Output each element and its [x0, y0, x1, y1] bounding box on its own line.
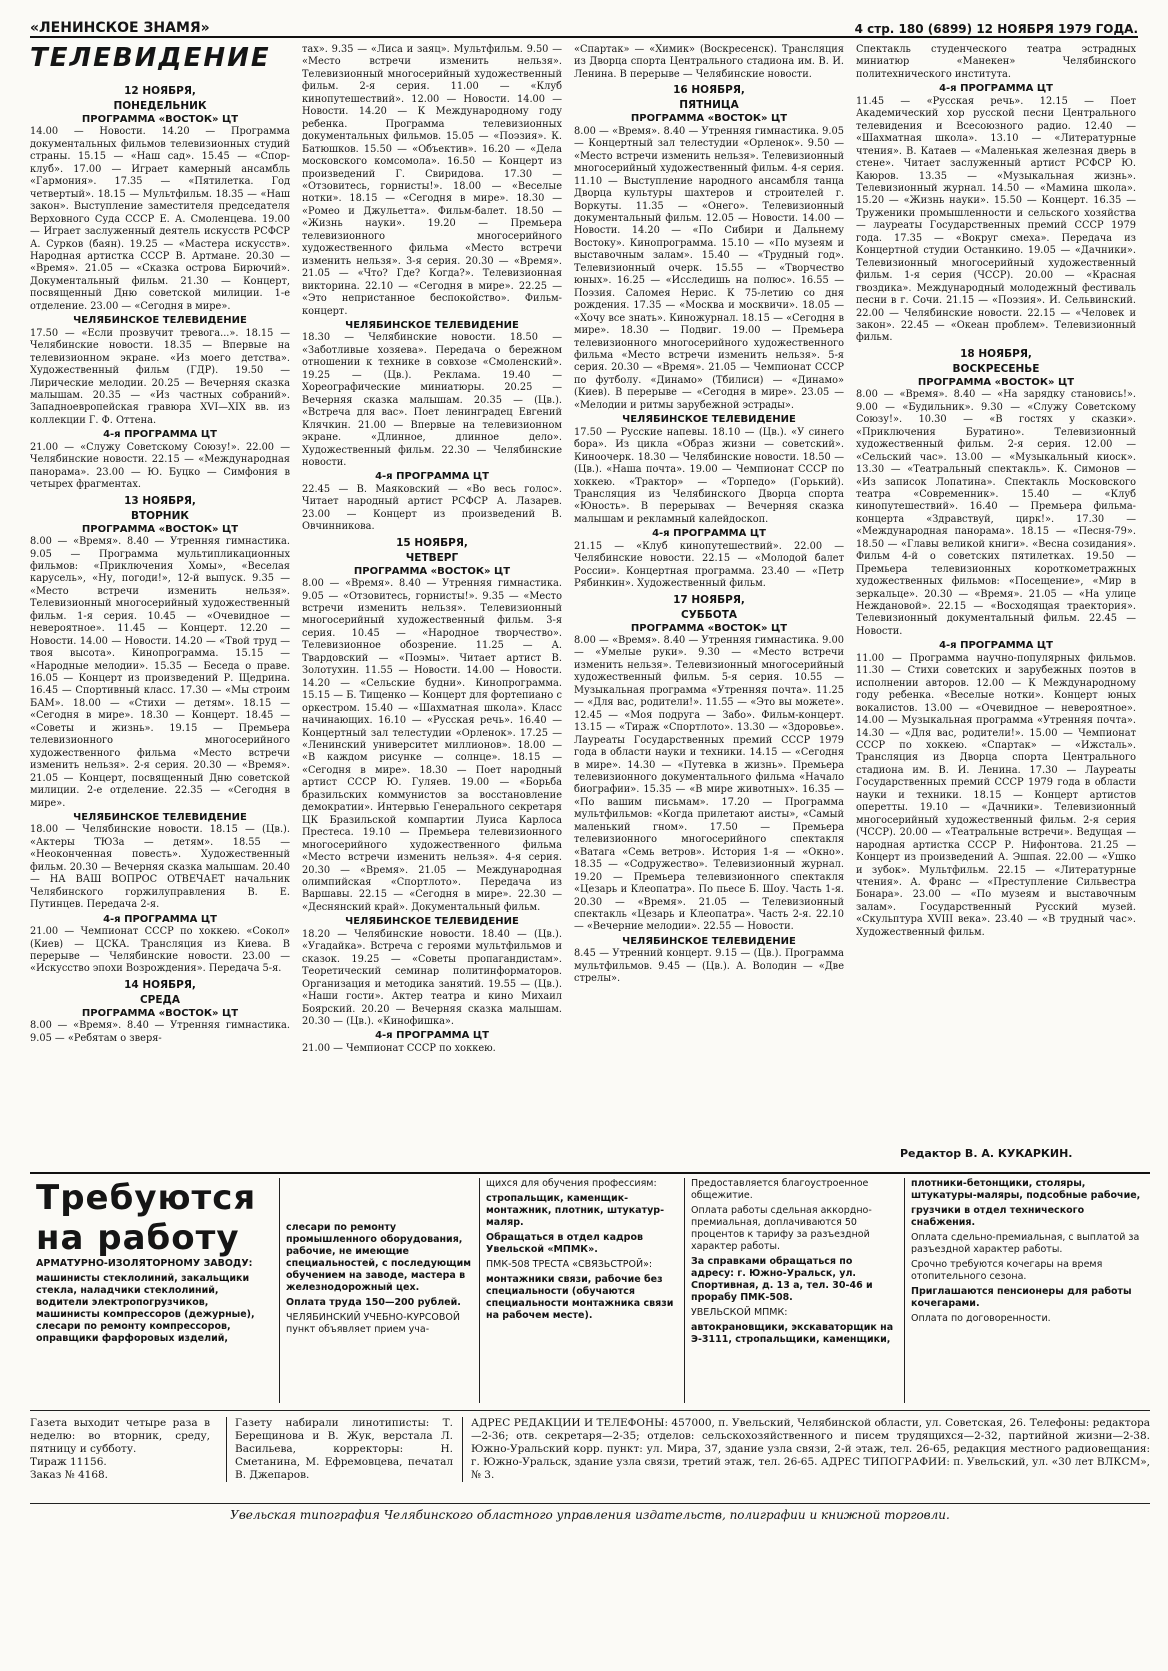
- ad-list: слесари по ремонту промышленного оборудования, рабочие, не имеющие специальностей, с последующим обучением на заводе, мастера в железнодорожный цех.: [286, 1222, 472, 1293]
- program-heading: ПРОГРАММА «ВОСТОК» ЦТ: [917, 376, 1075, 388]
- program-heading: 4-я ПРОГРАММА ЦТ: [375, 1030, 489, 1042]
- job-advertisement: [30, 1178, 1150, 1403]
- program-heading: ЧЕЛЯБИНСКОЕ ТЕЛЕВИДЕНИЕ: [345, 319, 519, 331]
- ad-contact: За справками обращаться по адресу: г. Южно-Уральск, ул. Спортивная, д. 13 а, тел. 30-46 и прорабу ПМК-508.: [691, 1256, 873, 1303]
- ad-employer: УВЕЛЬСКОЙ МПМК:: [691, 1307, 788, 1318]
- ad-text: Срочно требуются кочегары на время отопительного сезона.: [911, 1259, 1103, 1282]
- ad-list: грузчики в отдел технического снабжения.: [911, 1205, 1085, 1228]
- editorial-address: АДРЕС РЕДАКЦИИ И ТЕЛЕФОНЫ: 457000, п. Увельский, Челябинской области, ул. Советская, 26. Телефоны: редактора—2-36; отв. секретаря—2-35; отделов: сельскохозяйственного и писем трудящихся—2-32, партийной жизни—2-38. Южно-Уральский корр. пункт: ул. Мира, 37, здание узла связи, 2-й этаж, тел. 26-65, редакция местного радиовещания: г. Южно-Уральск, здание узла связи, третий этаж, тел. 26-65. АДРЕС ТИПОГРАФИИ: п. Увельский, ул. «30 лет ВЛКСМ», № 3.: [462, 1417, 1150, 1482]
- program-heading: ЧЕЛЯБИНСКОЕ ТЕЛЕВИДЕНИЕ: [73, 812, 247, 824]
- ad-pay: Оплата сдельно-премиальная, с выплатой за разъездной характер работы.: [911, 1232, 1140, 1255]
- newspaper-name: «ЛЕНИНСКОЕ ЗНАМЯ»: [30, 20, 210, 36]
- ad-column-3: [480, 1178, 685, 1403]
- printer-info: Увельская типография Челябинского областного управления издательств, полиграфии и книжной торговли.: [230, 1508, 950, 1522]
- section-title: ТЕЛЕВИДЕНИЕ: [30, 43, 271, 73]
- tv-schedule: [30, 44, 1150, 1172]
- editor-signature: Редактор В. А. КУКАРКИН.: [900, 1147, 1073, 1160]
- day-heading: 16 НОЯБРЯ,: [673, 84, 745, 97]
- issue-info: 4 стр. 180 (6899) 12 НОЯБРЯ 1979 ГОДА.: [854, 22, 1138, 36]
- schedule-text: 11.45 — «Русская речь». 12.15 — Поет Академический хор русской песни Центрального телевидения и Всесоюзного радио. 12.40 — «Шахматная школа». 13.10 — «Литературные чтения». В. Катаев — «Маленькая железная дверь в стене». Читает заслуженный артист РСФСР Ю. Каюров. 13.35 — «Музыкальная жизнь». Телевизионный журнал. 14.50 — «Мамина школа». 15.20 — «Жизнь науки». 15.50 — Концерт. 16.35 — Труженики промышленности и сельского хозяйства — лауреаты Государственных премий СССР 1979 года. 17.35 — «Вокруг смеха». Передача из Концертной студии Останкино. 19.05 — «Дачники». Телевизионный многосерийный художественный фильм. 1-я серия (ЧССР). 20.00 — «Красная гвоздика». Международный молодежный фестиваль песни в г. Сочи. 21.15 — «Поэзия». И. Сельвинский. 22.00 — Челябинские новости. 22.15 — «Человек и закон». 22.45 — «Океан проблем». Телевизионный фильм.: [856, 95, 1136, 344]
- schedule-text: «Спартак» — «Химик» (Воскресенск). Трансляция из Дворца спорта Центрального стадиона им. В. И. Ленина. В перерыве — Челябинские новости.: [574, 44, 844, 80]
- schedule-text: 18.30 — Челябинские новости. 18.50 — «Заботливые хозяева». Передача о бережном отношении к технике в совхозе «Смоленский». 19.25 — (Цв.). Реклама. 19.40 — Хореографические миниатюры. 20.25 — Вечерняя сказка малышам. 20.35 — (Цв.). «Встреча для вас». Поет ленинградец Евгений Клячкин. 21.00 — Впервые на телевизионном экране. «Длинное, длинное дело». Художественный фильм. 22.30 — Челябинские новости.: [302, 332, 562, 468]
- schedule-text: 8.00 — «Время». 8.40 — Утренняя гимнастика. 9.05 — Концертный зал телестудии «Орленок». 9.50 — «Место встречи изменить нельзя». Телевизионный многосерийный художественный фильм. 4-я серия. 11.10 — Выступление народного ансамбля танца Дворца культуры шахтеров и строителей г. Воркуты. 11.35 — «Онего». Телевизионный документальный фильм. 12.05 — Новости. 14.00 — Новости. 14.20 — «По Сибири и Дальнему Востоку». Кинопрограмма. 15.10 — «По музеям и выставочным залам». 15.40 — «Трудный год». Телевизионный очерк. 15.55 — «Творчество юных». 16.25 — «Исследишь на полюс». 16.55 — Поэзия. Саломея Нерис. К 75-летию со дня рождения. 17.35 — «Москва и москвичи». 18.05 — «Хочу все знать». Киножурнал. 18.15 — «Сегодня в мире». 18.30 — Подвиг. 19.00 — Премьера телевизионного многосерийного художественного фильма «Место встречи изменить нельзя». 5-я серия. 20.30 — «Время». 21.05 — Чемпионат СССР по футболу. «Динамо» (Тбилиси) — «Динамо» (Киев). В перерыве — «Сегодня в мире». 23.05 — «Мелодии и ритмы зарубежной эстрады».: [574, 125, 844, 411]
- ad-column-2: [280, 1178, 480, 1403]
- schedule-text: Спектакль студенческого театра эстрадных миниатюр «Манекен» Челябинского политехнического института.: [856, 44, 1136, 80]
- column-3: [574, 44, 844, 1172]
- program-heading: ПРОГРАММА «ВОСТОК» ЦТ: [630, 113, 788, 125]
- program-heading: 4-я ПРОГРАММА ЦТ: [103, 429, 217, 441]
- ad-text: Приглашаются пенсионеры для работы кочегарами.: [911, 1286, 1132, 1309]
- circulation: Тираж 11156.: [30, 1456, 107, 1468]
- schedule-text: тах». 9.35 — «Лиса и заяц». Мультфильм. 9.50 — «Место встречи изменить нельзя». Телевизионный многосерийный художественный фильм. 2-я серия. 11.00 — «Клуб кинопутешествий». 12.00 — Новости. 14.00 — Новости. 14.20 — К Международному году ребенка. Программа телевизионных документальных фильмов. 15.05 — «Поэзия». К. Батюшков. 15.50 — «Объектив». 16.20 — «Дела московского комсомола». 16.50 — Концерт из произведений Г. Свиридова. 17.30 — «Отзовитесь, горнисты!». 18.00 — «Веселые нотки». 18.15 — «Сегодня в мире». 18.30 — «Ромео и Джульетта». Фильм-балет. 18.50 — «Жизнь науки». 19.20 — Премьера телевизионного многосерийного художественного фильма «Место встречи изменить нельзя». 3-я серия. 20.30 — «Время». 21.05 — «Что? Где? Когда?». Телевизионная викторина. 22.10 — «Сегодня в мире». 22.25 — «Это непристанное беспокойство». Фильм-концерт.: [302, 44, 562, 317]
- ad-list: автокрановщики, экскаваторщик на Э-3111, стропальщики, каменщики,: [691, 1322, 894, 1345]
- schedule-text: 21.00 — Чемпионат СССР по хоккею. «Сокол» (Киев) — ЦСКА. Трансляция из Киева. В перерыве — Челябинские новости. 23.00 — «Искусство эпохи Возрождения». Передача 5-я.: [30, 926, 290, 975]
- schedule-text: 8.00 — «Время». 8.40 — Утренняя гимнастика. 9.00 — «Умелые руки». 9.30 — «Место встречи изменить нельзя». Телевизионный многосерийный художественный фильм. 5-я серия. 10.55 — Музыкальная программа «Утренняя почта». 11.25 — «Для вас, родители!». 11.55 — «Это вы можете». 12.45 — «Моя подруга — Забо». Фильм-концерт. 13.15 — «Тираж «Спортлото». 13.30 — «Здоровье». Лауреаты Государственных премий СССР 1979 года в области науки и техники. 14.15 — «Сегодня в мире». 14.30 — «Путевка в жизнь». Премьера телевизионного документального фильма «Начало биографии». 15.35 — «В мире животных». 16.35 — «По вашим письмам». 17.20 — Программа мультфильмов: «Когда прилетают аисты», «Самый маленький гном». 17.50 — Премьера телевизионного многосерийного спектакля «Ватага «Семь ветров». История 1-я — «Окно». 18.35 — «Содружество». Телевизионный журнал. 19.20 — Премьера телевизионного спектакля «Цезарь и Клеопатра». По пьесе Б. Шоу. Часть 1-я. 20.30 — «Время». 21.05 — Телевизионный спектакль «Цезарь и Клеопатра». Часть 2-я. 22.10 — «Вечерние мелодии». 22.55 — Новости.: [574, 635, 844, 933]
- day-heading: 13 НОЯБРЯ,: [124, 494, 196, 507]
- schedule-text: 21.15 — «Клуб кинопутешествий». 22.00 — Челябинские новости. 22.15 — «Молодой балет России». Концертная программа. 23.40 — «Петр Рябинкин». Художественный фильм.: [574, 540, 844, 590]
- schedule-text: 8.00 — «Время». 8.40 — Утренняя гимнастика. 9.05 — «Ребятам о зверя-: [30, 1020, 290, 1044]
- ad-column-5: [905, 1178, 1150, 1403]
- program-heading: ПРОГРАММА «ВОСТОК» ЦТ: [81, 114, 239, 125]
- schedule-text: 8.00 — «Время». 8.40 — Утренняя гимнастика. 9.05 — «Отзовитесь, горнисты!». 9.35 — «Место встречи изменить нельзя». Телевизионный многосерийный художественный фильм. 3-я серия. 10.45 — «Народное творчество». Телевизионное обозрение. 11.25 — А. Твардовский — «Поэмы». Читает артист В. Золотухин. 11.55 — Новости. 14.00 — Новости. 14.20 — «Сельские будни». Кинопрограмма. 15.15 — Б. Тищенко — Концерт для фортепиано с оркестром. 15.40 — «Шахматная школа». Класс начинающих. 16.10 — «Русская речь». 16.40 — Концертный зал телестудии «Орленок». 17.25 — «Ленинский университет миллионов». 18.00 — «В каждом рисунке — солнце». 18.15 — «Сегодня в мире». 18.30 — Поет народный артист СССР Ю. Гуляев. 19.00 — «Борьба бразильских коммунистов за восстановление демократии». Интервью Генерального секретаря ЦК Бразильской компартии Луиса Карлоса Престеса. 19.10 — Премьера телевизионного многосерийного художественного фильма «Место встречи изменить нельзя». 4-я серия. 20.30 — «Время». 21.05 — Международная олимпийская «Спортлото». Передача из Варшавы. 22.15 — «Сегодня в мире». 22.30 — «Деснянский край». Документальный фильм.: [302, 578, 562, 913]
- ad-title: Требуются на работу: [36, 1178, 257, 1258]
- day-heading: ПОНЕДЕЛЬНИК: [113, 100, 207, 112]
- day-heading: 17 НОЯБРЯ,: [673, 593, 745, 606]
- typesetters-info: Газету набирали линотиписты: Т. Берещинова и В. Жук, верстала Л. Васильева, корректоры: Н. Сметанина, М. Ефремовцева, печатал В. Джепаров.: [226, 1417, 453, 1482]
- order-number: Заказ № 4168.: [30, 1469, 109, 1481]
- schedule-text: 11.00 — Программа научно-популярных фильмов. 11.30 — Стихи советских и зарубежных поэтов в исполнении авторов. 12.00 — К Международному году ребенка. «Веселые нотки». Концерт юных вокалистов. 13.00 — «Очевидное — невероятное». 14.00 — Музыкальная программа «Утренняя почта». 14.30 — «Для вас, родители!». 15.00 — Чемпионат СССР по хоккею. «Спартак» — «Ижсталь». Трансляция из Дворца спорта Центрального стадиона им. В. И. Ленина. 17.30 — Лауреаты Государственных премий СССР 1979 года в области науки и техники. 18.15 — Концерт артистов оперетты. 19.10 — «Дачники». Телевизионный многосерийный художественный фильм. 2-я серия (ЧССР). 20.00 — «Театральные встречи». Ведущая — народная артистка СССР Р. Нифонтова. 21.25 — Концерт из произведений А. Эшпая. 22.00 — «Ушко и зубок». Мультфильм. 22.15 — «Литературные чтения». А. Франс — «Преступление Сильвестра Бонара». 23.00 — «По музеям и выставочным залам». Государственный Русский музей. «Скульптура XVIII века». 23.40 — «В трудный час». Художественный фильм.: [856, 652, 1136, 938]
- program-heading: 4-я ПРОГРАММА ЦТ: [939, 640, 1053, 652]
- program-heading: ЧЕЛЯБИНСКОЕ ТЕЛЕВИДЕНИЕ: [345, 916, 519, 928]
- schedule-text: 14.00 — Новости. 14.20 — Программа документальных фильмов телевизионных студий страны. 15.15 — «Наш сад». 15.45 — «Спор-клуб». 17.00 — Играет камерный ансамбль «Гармония». 17.35 — «Пятилетка. Год четвертый». 18.15 — Мультфильм. 18.35 — «Наш закон». Выступление заместителя председателя Верховного Суда СССР Е. А. Смоленцева. 19.00 — Играет заслуженный деятель искусств РСФСР А. Сурков (баян). 19.25 — «Мастера искусств». Народная артистка СССР В. Артмане. 20.30 — «Время». 21.05 — «Сказка острова Бирючий». Документальный фильм. 21.30 — Концерт, посвященный Дню советской милиции. 1-е отделение. 23.00 — «Сегодня в мире».: [30, 126, 290, 312]
- ad-employer: АРМАТУРНО-ИЗОЛЯТОРНОМУ ЗАВОДУ:: [36, 1258, 253, 1269]
- schedule-text: 21.00 — «Служу Советскому Союзу!». 22.00 — Челябинские новости. 22.15 — «Международная панорама». 23.00 — Ю. Буцко — Симфония в четырех фрагментах.: [30, 441, 290, 491]
- ad-list: монтажники связи, рабочие без специальности (обучаются специальности монтажника связи на рабочем месте).: [486, 1274, 674, 1321]
- publication-info: [30, 1417, 210, 1482]
- schedule-text: 18.20 — Челябинские новости. 18.40 — (Цв.). «Угадайка». Встреча с героями мультфильмов и сказок. 19.25 — «Советы пропагандистам». Теоретический семинар политинформаторов. Организация и методика занятий. 19.55 — (Цв.). «Наши гости». Актер театра и кино Михаил Боярский. 20.20 — Вечерняя сказка малышам. 20.30 — (Цв.). «Кинофишка».: [302, 928, 562, 1027]
- ad-pay: Оплата труда 150—200 рублей.: [286, 1297, 461, 1308]
- day-heading: ПЯТНИЦА: [679, 99, 739, 112]
- day-heading: ВТОРНИК: [131, 509, 189, 522]
- ad-contact: Обращаться в отдел кадров Увельской «МПМК».: [486, 1232, 643, 1255]
- ad-column-4: [685, 1178, 905, 1403]
- program-heading: ПРОГРАММА «ВОСТОК» ЦТ: [630, 622, 788, 634]
- schedule-text: 17.50 — «Если прозвучит тревога...». 18.15 — Челябинские новости. 18.35 — Впервые на телевизионном экране. «Из моего детства». Художественный фильм (ГДР). 19.50 — Лирические мелодии. 20.25 — Вечерняя сказка малышам. 20.35 — «Из частных собраний». Западноевропейская гравюра XVI—XIX вв. из коллекции Г. Ф. Оттена.: [30, 327, 290, 426]
- schedule-text: 22.45 — В. Маяковский — «Во весь голос». Читает народный артист РСФСР А. Лазарев. 23.00 — Концерт из произведений В. Овчинникова.: [302, 483, 562, 533]
- program-heading: ПРОГРАММА «ВОСТОК» ЦТ: [81, 523, 239, 535]
- schedule-text: 8.00 — «Время». 8.40 — Утренняя гимнастика. 9.05 — Программа мультипликационных фильмов: «Приключения Хомы», «Веселая карусель», «Ну, погоди!», 12-й выпуск. 9.35 — «Место встречи изменить нельзя». Телевизионный многосерийный художественный фильм. 1-я серия. 10.45 — «Очевидное — невероятное». 11.45 — Концерт. 12.20 — Новости. 14.00 — Новости. 14.20 — «Твой труд — твоя высота». Кинопрограмма. 15.15 — «Народные мелодии». 15.35 — Беседа о праве. 16.05 — Концерт из произведений Р. Щедрина. 16.45 — Спортивный класс. 17.30 — «Мы строим БАМ». 18.00 — «Стихи — детям». 18.15 — «Сегодня в мире». 18.30 — Концерт. 18.45 — «Советы и жизнь». 19.15 — Премьера телевизионного многосерийного художественного фильма «Место встречи изменить нельзя». 2-я серия. 20.30 — «Время». 21.05 — Концерт, посвященный Дню советской милиции. 2-е отделение. 22.35 — «Сегодня в мире».: [30, 536, 290, 809]
- column-2: [302, 44, 562, 1172]
- ad-school: ЧЕЛЯБИНСКИЙ УЧЕБНО-КУРСОВОЙ пункт объявляет прием уча-: [286, 1312, 460, 1335]
- program-heading: ЧЕЛЯБИНСКОЕ ТЕЛЕВИДЕНИЕ: [622, 935, 796, 947]
- column-4: [856, 44, 1136, 1172]
- day-heading: ВОСКРЕСЕНЬЕ: [952, 362, 1040, 375]
- ad-text: щихся для обучения профессиям:: [486, 1178, 657, 1189]
- ad-pay: Оплата работы сдельная аккордно-премиальная, доплачиваются 50 процентов к тарифу за разъездной характер работы.: [691, 1205, 872, 1252]
- program-heading: ПРОГРАММА «ВОСТОК» ЦТ: [81, 1007, 239, 1019]
- schedule-text: 8.45 — Утренний концерт. 9.15 — (Цв.). Программа мультфильмов. 9.45 — (Цв.). А. Володин — «Две стрелы».: [574, 948, 844, 985]
- program-heading: 4-я ПРОГРАММА ЦТ: [939, 83, 1053, 95]
- ad-list: стропальщик, каменщик-монтажник, плотник, штукатур-маляр.: [486, 1193, 665, 1228]
- day-heading: 18 НОЯБРЯ,: [960, 347, 1032, 360]
- program-heading: ЧЕЛЯБИНСКОЕ ТЕЛЕВИДЕНИЕ: [622, 414, 796, 426]
- schedule-text: 18.00 — Челябинские новости. 18.15 — (Цв.). «Актеры ТЮЗа — детям». 18.55 — «Неоконченная повесть». Художественный фильм. 20.30 — Вечерняя сказка малышам. 20.40 — НА ВАШ ВОПРОС ОТВЕЧАЕТ начальник Челябинского горжилуправления В. Е. Путинцев. Передача 2-я.: [30, 824, 290, 911]
- ad-list: плотники-бетонщики, столяры, штукатуры-маляры, подсобные рабочие,: [911, 1178, 1141, 1201]
- program-heading: 4-я ПРОГРАММА ЦТ: [652, 528, 766, 540]
- ad-list: машинисты стеклолиний, закальщики стекла, наладчики стеклолиний, водители электропогрузчиков, машинисты компрессоров (дежурные), слесари по ремонту компрессоров, оправщики фарфоровых изделий,: [36, 1273, 255, 1344]
- day-heading: 14 НОЯБРЯ,: [124, 978, 196, 991]
- ad-text: Предоставляется благоустроенное общежитие.: [691, 1178, 869, 1201]
- program-heading: ЧЕЛЯБИНСКОЕ ТЕЛЕВИДЕНИЕ: [73, 315, 247, 327]
- imprint: [30, 1410, 1150, 1504]
- ad-employer: ПМК-508 ТРЕСТА «СВЯЗЬСТРОЙ»:: [486, 1259, 653, 1270]
- ad-column-1: [30, 1178, 280, 1403]
- divider: [30, 1172, 1150, 1174]
- day-heading: 15 НОЯБРЯ,: [396, 536, 468, 549]
- program-heading: 4-я ПРОГРАММА ЦТ: [375, 471, 489, 483]
- program-heading: 4-я ПРОГРАММА ЦТ: [103, 913, 217, 925]
- day-heading: 12 НОЯБРЯ,: [124, 85, 196, 97]
- masthead: [30, 14, 1138, 38]
- ad-text: Оплата по договоренности.: [911, 1313, 1051, 1324]
- publication-schedule: Газета выходит четыре раза в неделю: во вторник, среду, пятницу и субботу.: [30, 1417, 210, 1455]
- schedule-text: 8.00 — «Время». 8.40 — «На зарядку становись!». 9.00 — «Будильник». 9.30 — «Служу Советскому Союзу!». 10.30 — «В гостях у сказки». «Приключения Буратино». Телевизионный художественный фильм. 2-я серия. 12.00 — «Сельский час». 13.00 — «Музыкальный киоск». 13.30 — «Театральный спектакль». К. Симонов — «Из записок Лопатина». Спектакль Московского театра «Современник». 15.40 — «Клуб кинопутешествий». 16.40 — Премьера фильма-концерта «Здравствуй, цирк!». 17.30 — «Международная панорама». 18.15 — «Песня-79». 18.50 — «Главы великой книги». «Весна созидания». Фильм 4-й о советских пятилетках. 19.50 — Премьера телевизионных короткометражных художественных фильмов: «Посещение», «Мир в зеркальце». 20.30 — «Время». 21.05 — «На улице Неждановой». 22.15 — «Восходящая траектория». Телевизионный документальный фильм. 22.45 — Новости.: [856, 389, 1136, 637]
- column-1: [30, 82, 290, 1172]
- day-heading: ЧЕТВЕРГ: [405, 551, 459, 564]
- program-heading: ПРОГРАММА «ВОСТОК» ЦТ: [353, 565, 511, 577]
- day-heading: СРЕДА: [139, 993, 181, 1006]
- day-heading: СУББОТА: [680, 608, 738, 621]
- schedule-text: 21.00 — Чемпионат СССР по хоккею.: [302, 1042, 496, 1054]
- schedule-text: 17.50 — Русские напевы. 18.10 — (Цв.). «У синего бора». Из цикла «Образ жизни — советский». Киноочерк. 18.30 — Челябинские новости. 18.50 — (Цв.). «Наша почта». 19.00 — Чемпионат СССР по хоккею. «Трактор» — «Торпедо» (Горький). Трансляция из Челябинского Дворца спорта «Юность». В перерывах — Вечерняя сказка малышам и рекламный калейдоскоп.: [574, 426, 844, 525]
